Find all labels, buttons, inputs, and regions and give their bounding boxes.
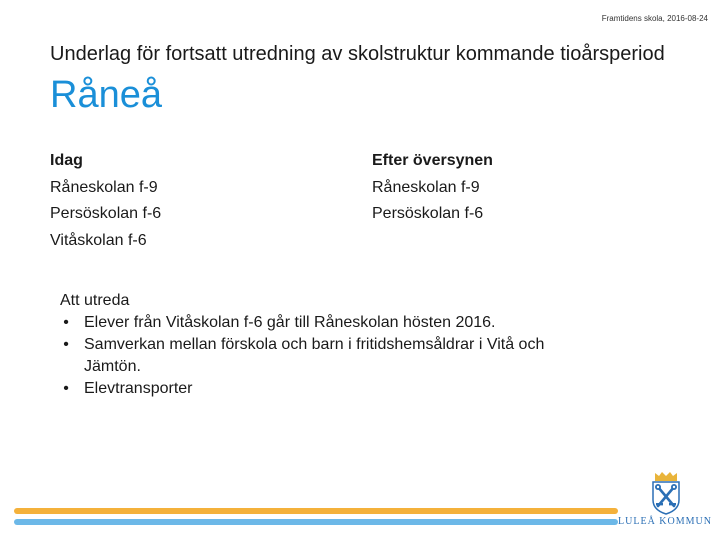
after-item: Råneskolan f-9 bbox=[372, 178, 480, 196]
after-item: Persöskolan f-6 bbox=[372, 205, 484, 222]
lulea-crest-icon bbox=[648, 470, 684, 516]
investigate-heading: Att utreda bbox=[60, 292, 130, 309]
slide-subtitle: Underlag för fortsatt utredning av skolstruktur kommande tioårsperiod bbox=[50, 43, 665, 65]
today-item: Råneskolan f-9 bbox=[50, 178, 158, 196]
investigate-bullet: • Elevtransporter bbox=[60, 378, 580, 400]
today-heading: Idag bbox=[50, 152, 83, 169]
logo-text: LULEÅ KOMMUN bbox=[618, 516, 712, 527]
today-item: Persöskolan f-6 bbox=[50, 205, 162, 222]
investigate-bullet: • Samverkan mellan förskola och barn i fritidshemsåldrar i Vitå och Jämtön. bbox=[60, 334, 580, 378]
investigate-list bbox=[60, 312, 580, 400]
lulea-kommun-logo bbox=[615, 470, 715, 532]
footer-bar-blue bbox=[14, 519, 618, 525]
slide-title: Råneå bbox=[50, 74, 162, 116]
investigate-section bbox=[60, 290, 580, 400]
footer-bar-orange bbox=[14, 508, 618, 514]
after-heading: Efter översynen bbox=[372, 152, 493, 169]
today-column bbox=[50, 148, 161, 254]
after-column bbox=[372, 148, 493, 228]
header-note: Framtidens skola, 2016-08-24 bbox=[601, 14, 708, 23]
investigate-bullet: • Elever från Vitåskolan f-6 går till Råneskolan hösten 2016. bbox=[60, 312, 580, 334]
today-item: Vitåskolan f-6 bbox=[50, 231, 147, 249]
